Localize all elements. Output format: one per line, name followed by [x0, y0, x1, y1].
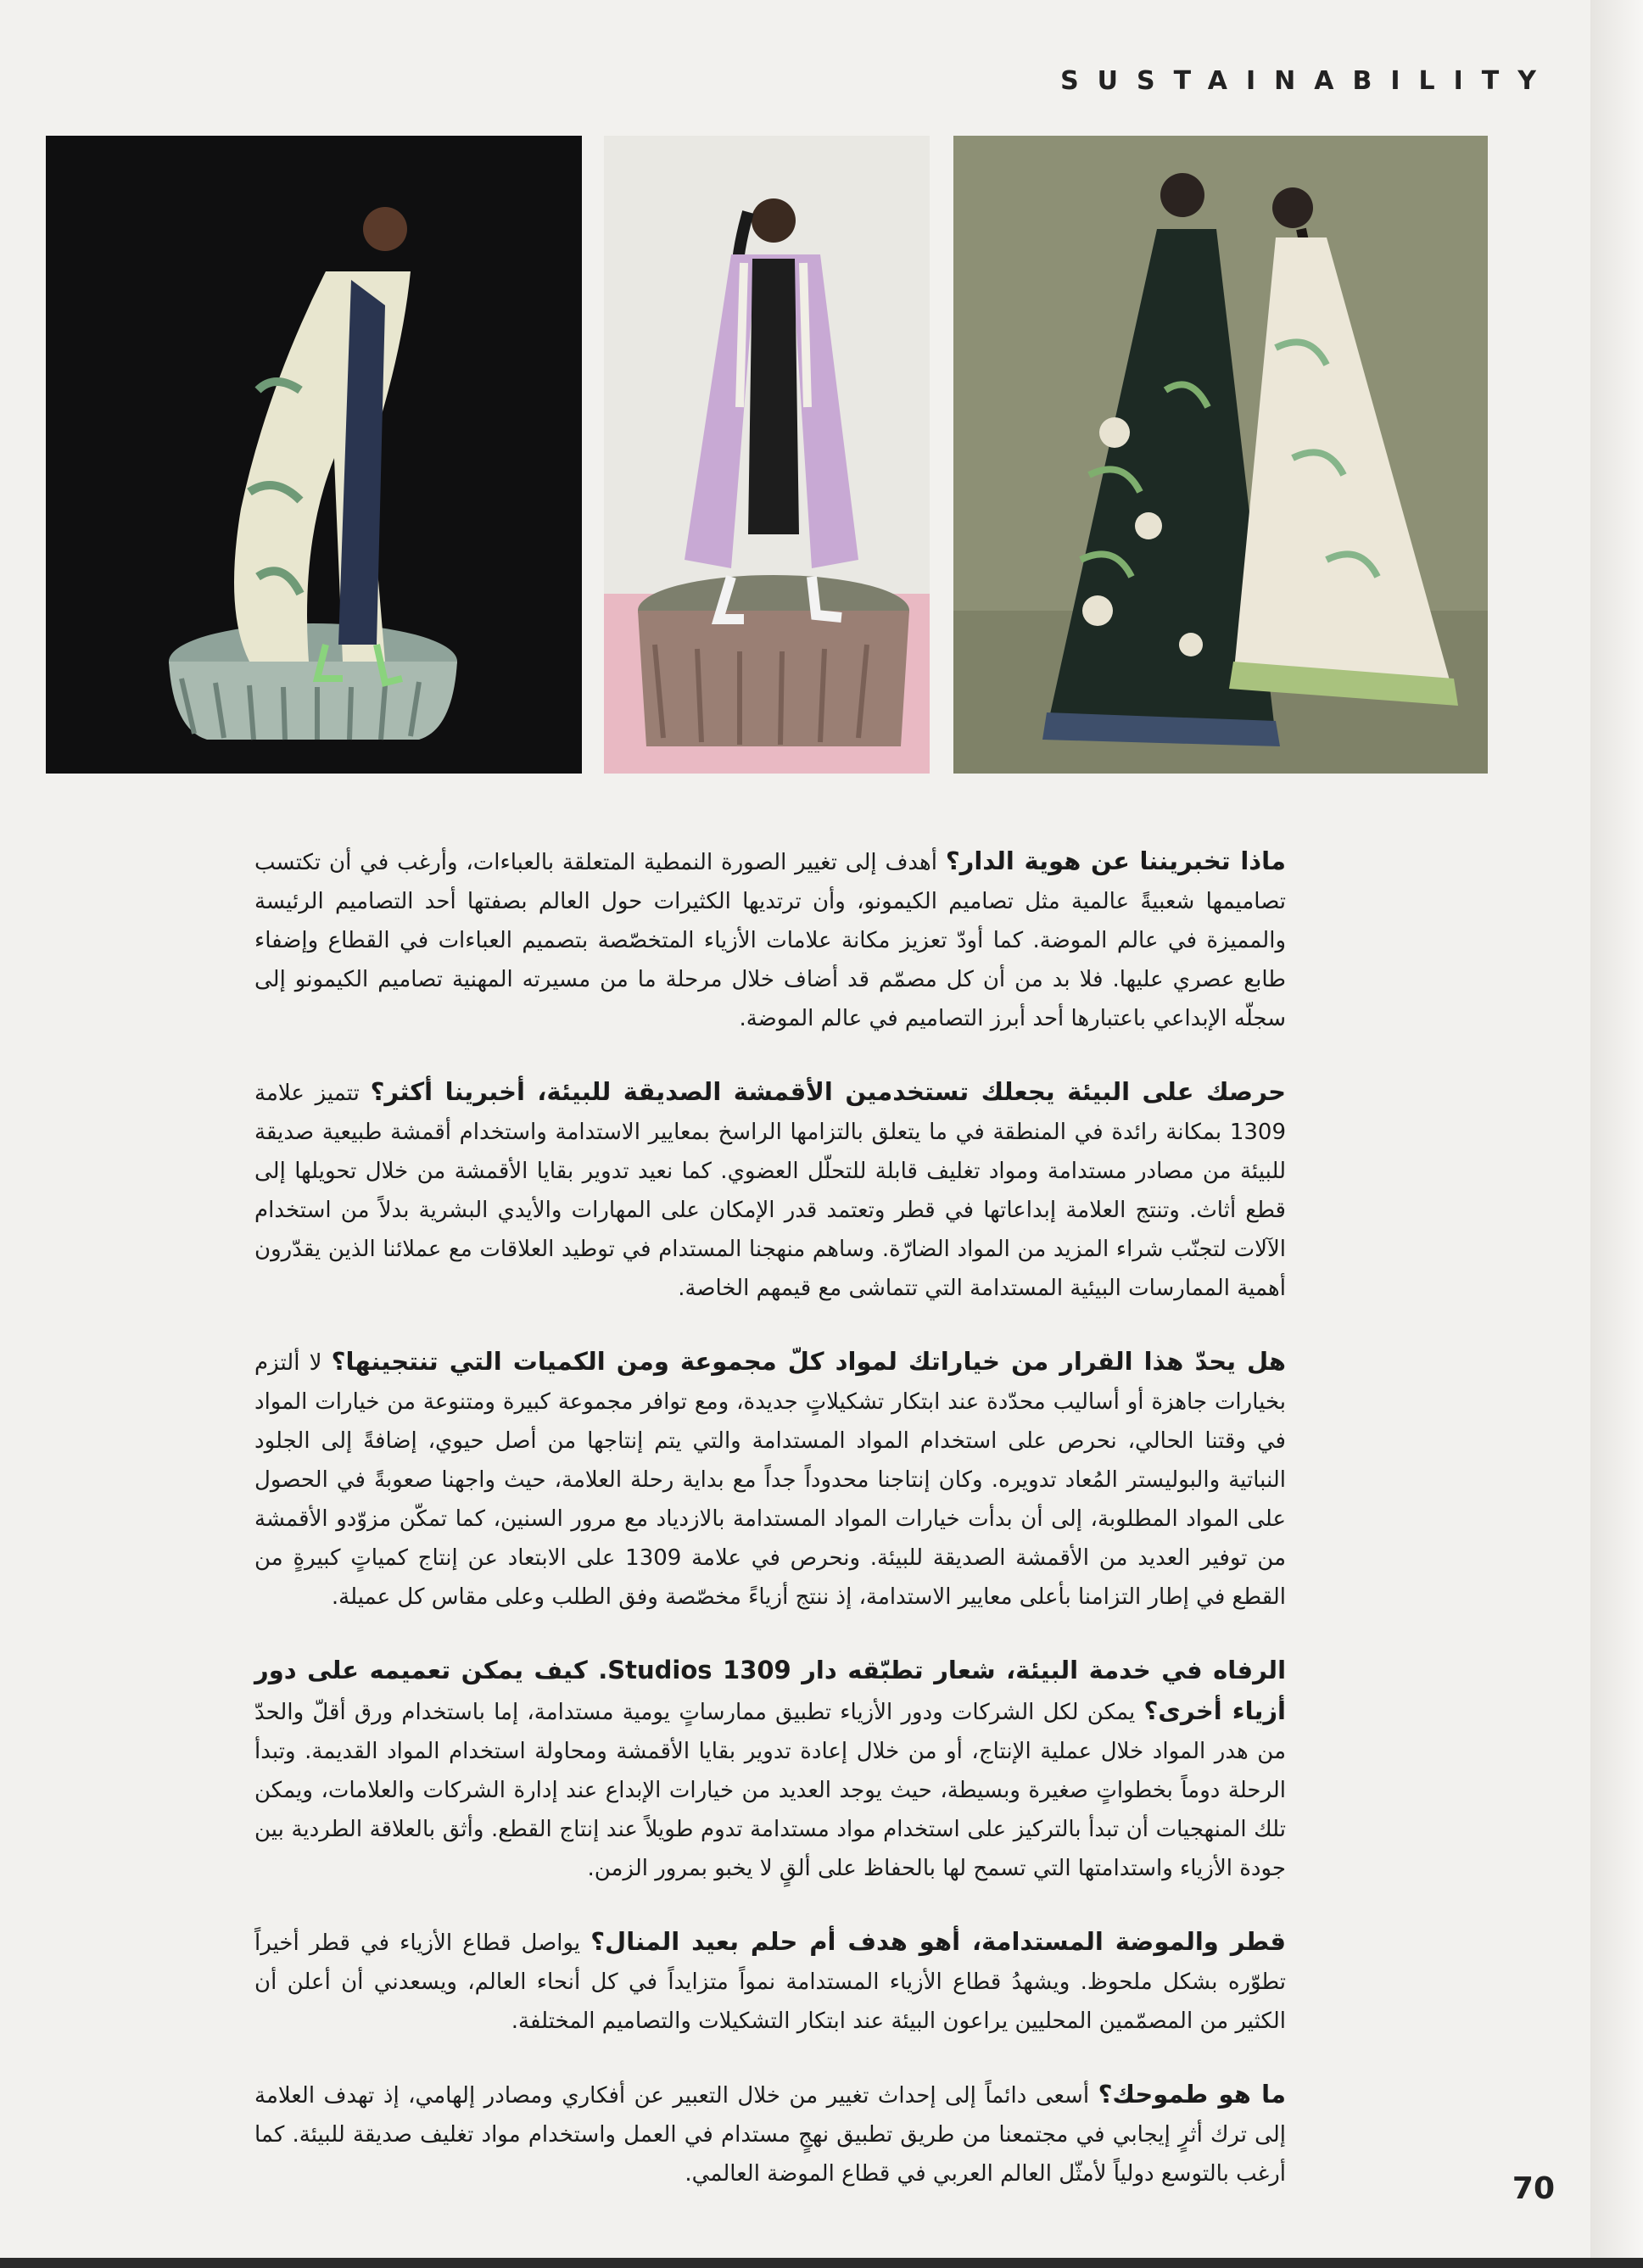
question-heading: ماذا تخبريننا عن هوية الدار؟ — [945, 846, 1286, 875]
answer-text: يواصل قطاع الأزياء في قطر أخيراً تطوّره بشكل ملحوظ. ويشهدُ قطاع الأزياء المستدامة نمواً متزايداً في كل أنحاء العالم، ويسعدني أن أعلن أن الكثير من المصمّمين المحليين يراعون البيئة عند ابتكار التشكيلات والتصاميم المختلفة. — [254, 1930, 1286, 2034]
qa-paragraph — [254, 1072, 1286, 1308]
question-heading: الرفاه في خدمة البيئة، شعار تطبّقه دار 1309 Studios. كيف يمكن تعميمه على دور أزياء أخرى؟ — [254, 1656, 1287, 1725]
answer-text: أهدف إلى تغيير الصورة النمطية المتعلقة بالعباءات، وأرغب في أن تكتسب تصاميمها شعبيةً عالمية مثل تصاميم الكيمونو، وأن ترتديها الكثيرات حول العالم بصفتها أحد التصاميم الرئيسة والمميزة في عالم الموضة. كما أودّ تعزيز مكانة علامات الأزياء المتخصّصة بتصميم العباءات في القطاع وإضفاء طابع عصري عليها. فلا بد من أن كل مصمّم قد أضاف خلال مرحلة ما من مسيرته المهنية تصاميم الكيمونو إلى سجلّه الإبداعي باعتبارها أحد أبرز التصاميم في عالم الموضة. — [254, 850, 1286, 1031]
photo-two-models-icon — [953, 136, 1488, 774]
question-heading: حرصك على البيئة يجعلك تستخدمين الأقمشة الصديقة للبيئة، أخبرينا أكثر؟ — [370, 1077, 1287, 1106]
answer-text: يمكن لكل الشركات ودور الأزياء تطبيق ممارساتٍ يومية مستدامة، إما باستخدام ورق أقلّ والحدّ من هدر المواد خلال عملية الإنتاج، أو من خلال إعادة تدوير بقايا الأقمشة ومحاولة استخدام المواد القديمة. وتبدأ الرحلة دوماً بخطواتٍ صغيرة وبسيطة، حيث يوجد العديد من خيارات الإبداع عند إدارة الشركات والعلامات، ويمكن تلك المنهجيات أن تبدأ بالتركيز على استخدام مواد مستدامة تدوم طويلاً عند إنتاج القطع. وأثق بالعلاقة الطردية بين جودة الأزياء واستدامتها التي تسمح لها بالحفاظ على ألقٍ لا يخبو بمرور الزمن. — [254, 1700, 1286, 1881]
article-body — [254, 841, 1286, 2227]
qa-paragraph — [254, 1922, 1286, 2041]
photo-floral-kimono-icon — [46, 136, 582, 774]
fashion-photo-2 — [604, 136, 930, 774]
fashion-photo-3 — [953, 136, 1488, 774]
page-number: 70 — [1512, 2171, 1555, 2206]
answer-text: تتميز علامة 1309 بمكانة رائدة في المنطقة في ما يتعلق بالتزامها الراسخ بمعايير الاستدامة واستخدام أقمشة طبيعية صديقة للبيئة من مصادر مستدامة ومواد تغليف قابلة للتحلّل العضوي. كما نعيد تدوير بقايا الأقمشة من خلال تحويلها إلى قطع أثاث. وتنتج العلامة إبداعاتها في قطر وتعتمد قدر الإمكان على المهارات والأيدي البشرية بدلاً من استخدام الآلات لتجنّب شراء المزيد من المواد الضارّة. وساهم منهجنا المستدام في توطيد العلاقات مع عملائنا الذين يقدّرون أهمية الممارسات البيئية المستدامة التي تتماشى مع قيمهم الخاصة. — [254, 1081, 1286, 1301]
question-heading: ما هو طموحك؟ — [1098, 2080, 1286, 2109]
qa-paragraph — [254, 1651, 1286, 1888]
photo-lilac-abaya-icon — [604, 136, 930, 774]
qa-paragraph — [254, 1342, 1286, 1617]
question-heading: قطر والموضة المستدامة، أهو هدف أم حلم بعيد المنال؟ — [590, 1927, 1286, 1956]
question-heading: هل يحدّ هذا القرار من خياراتك لمواد كلّ مجموعة ومن الكميات التي تنتجينها؟ — [331, 1347, 1287, 1376]
qa-paragraph — [254, 2075, 1286, 2193]
page-edge — [1590, 0, 1643, 2268]
fashion-photo-1 — [46, 136, 582, 774]
section-label: SUSTAINABILITY — [1060, 66, 1555, 96]
bottom-rule — [0, 2258, 1643, 2268]
qa-paragraph — [254, 841, 1286, 1038]
answer-text: أسعى دائماً إلى إحداث تغيير من خلال التعبير عن أفكاري ومصادر إلهامي، إذ تهدف العلامة إلى ترك أثرٍ إيجابي في مجتمعنا من طريق تطبيق نهجٍ مستدام في العمل واستخدام مواد تغليف صديقة للبيئة. كما أرغب بالتوسع دولياً لأمثّل العالم العربي في قطاع الموضة العالمي. — [254, 2083, 1286, 2187]
answer-text: لا ألتزم بخيارات جاهزة أو أساليب محدّدة عند ابتكار تشكيلاتٍ جديدة، ومع توافر مجموعة كبيرة ومتنوعة من خيارات المواد في وقتنا الحالي، نحرص على استخدام المواد المستدامة والتي يتم إنتاجها من أصل حيوي، إضافةً إلى الجلود النباتية والبوليستر المُعاد تدويره. وكان إنتاجنا محدوداً جداً مع بداية رحلة العلامة، حيث واجهنا صعوبةً في الحصول على المواد المطلوبة، إلى أن بدأت خيارات المواد المستدامة بالازدياد مع مرور السنين، كما تمكّن مزوّدو الأقمشة من توفير العديد من الأقمشة الصديقة للبيئة. ونحرص في علامة 1309 على الابتعاد عن إنتاج كمياتٍ كبيرةٍ من القطع في إطار التزامنا بأعلى معايير الاستدامة، إذ ننتج أزياءً مخصّصة وفق الطلب وعلى مقاس كل عميلة. — [254, 1350, 1286, 1610]
